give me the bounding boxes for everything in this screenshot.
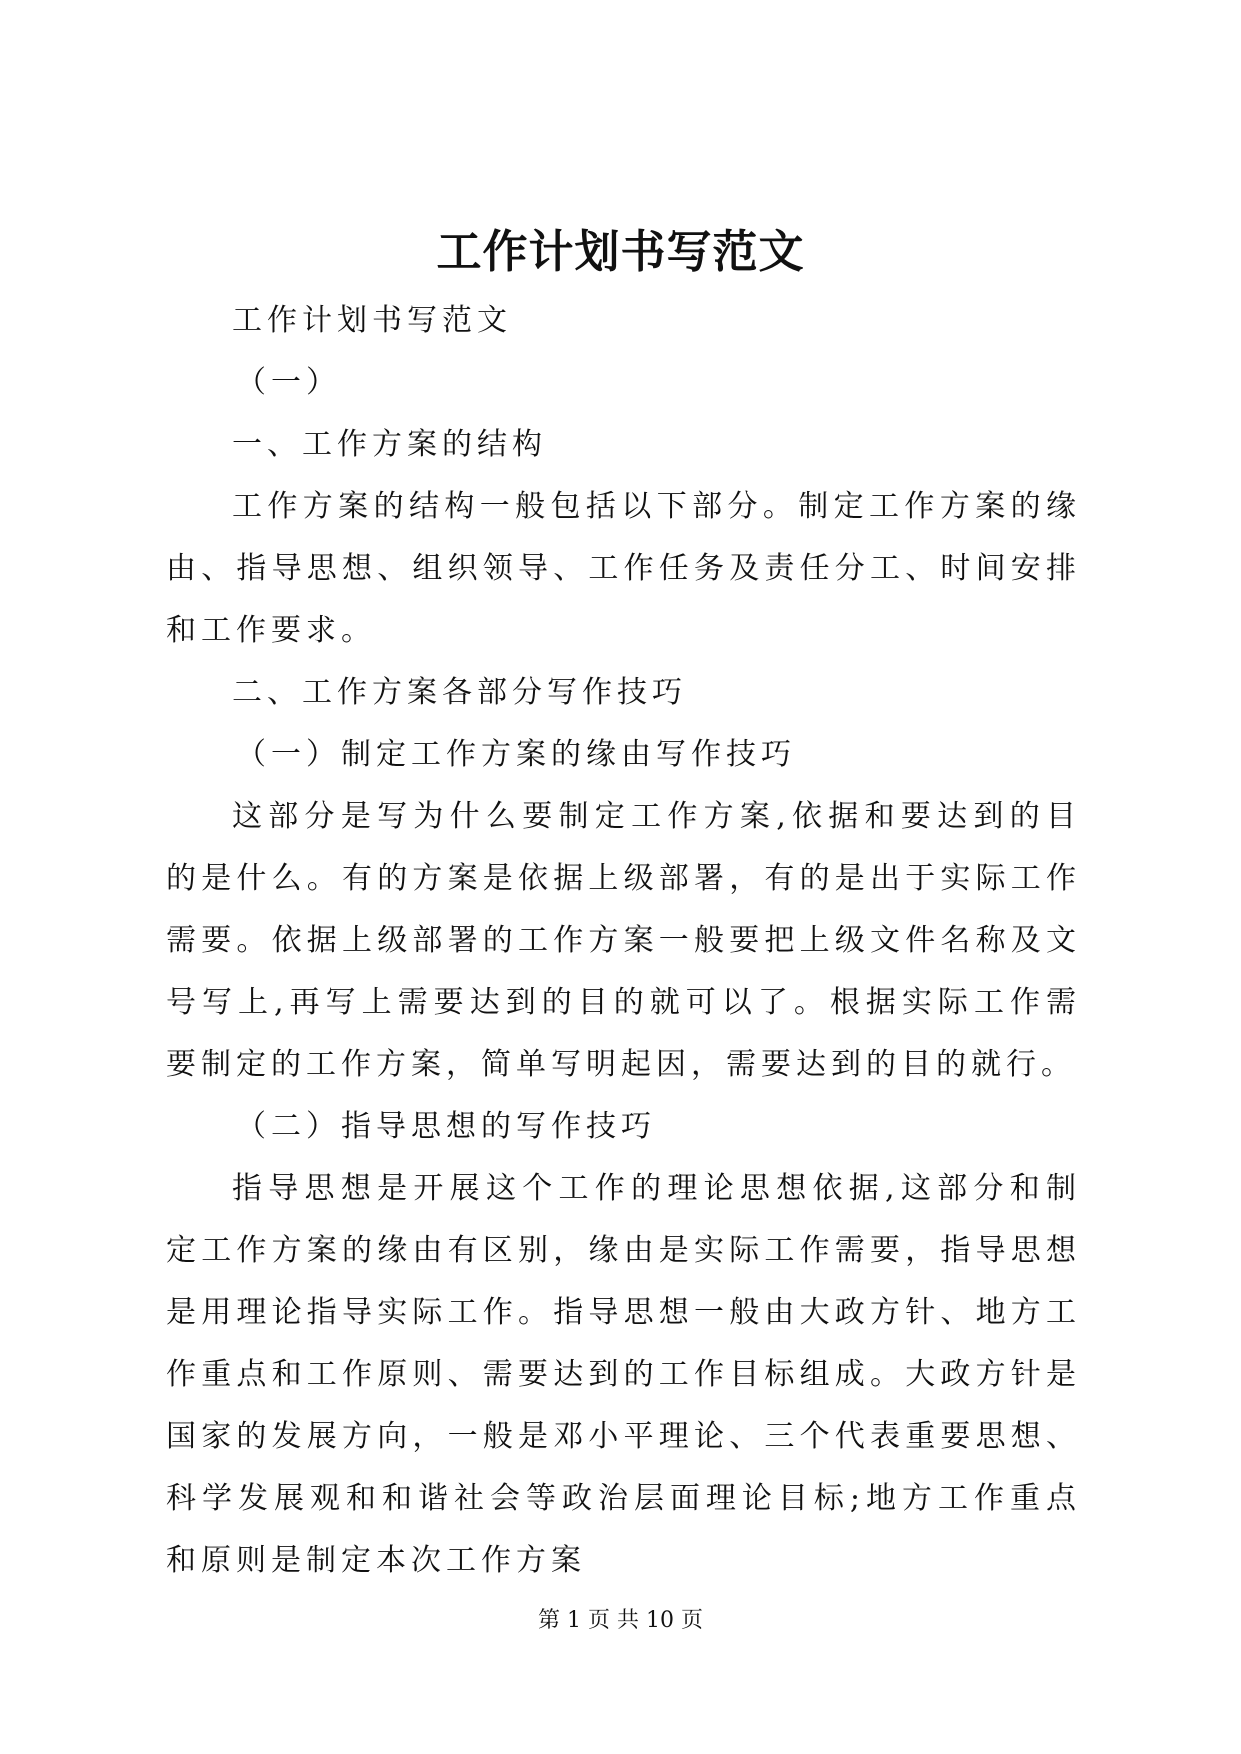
paragraph-subheading-guiding: （二）指导思想的写作技巧 xyxy=(236,1109,656,1144)
paragraph-structure-body: 工作方案的结构一般包括以下部分。制定工作方案的缘由、指导思想、组织领导、工作任务及责任分工、时间安排和工作要求。 xyxy=(166,489,1081,648)
paragraph-heading-techniques: 二、工作方案各部分写作技巧 xyxy=(232,675,687,710)
paragraph-subtitle: 工作计划书写范文 xyxy=(232,303,512,338)
page-footer: 第 1 页 共 10 页 xyxy=(538,1608,703,1633)
paragraph-guiding-body: 指导思想是开展这个工作的理论思想依据,这部分和制定工作方案的缘由有区别，缘由是实际工作需要，指导思想是用理论指导实际工作。指导思想一般由大政方针、地方工作重点和工作原则、需要达到的工作目标组成。大政方针是国家的发展方向，一般是邓小平理论、三个代表重要思想、科学发展观和和谐社会等政治层面理论目标;地方工作重点和原则是制定本次工作方案 xyxy=(166,1171,1081,1578)
document-title: 工作计划书写范文 xyxy=(436,225,805,278)
paragraph-reason-body: 这部分是写为什么要制定工作方案,依据和要达到的目的是什么。有的方案是依据上级部署，有的是出于实际工作需要。依据上级部署的工作方案一般要把上级文件名称及文号写上,再写上需要达到的目的就可以了。根据实际工作需要制定的工作方案，简单写明起因，需要达到的目的就行。 xyxy=(166,799,1081,1082)
paragraph-heading-structure: 一、工作方案的结构 xyxy=(232,427,547,462)
document-body xyxy=(166,290,1081,1592)
paragraph-subheading-reason: （一）制定工作方案的缘由写作技巧 xyxy=(236,737,796,772)
paragraph-section-marker: （一） xyxy=(236,365,341,400)
